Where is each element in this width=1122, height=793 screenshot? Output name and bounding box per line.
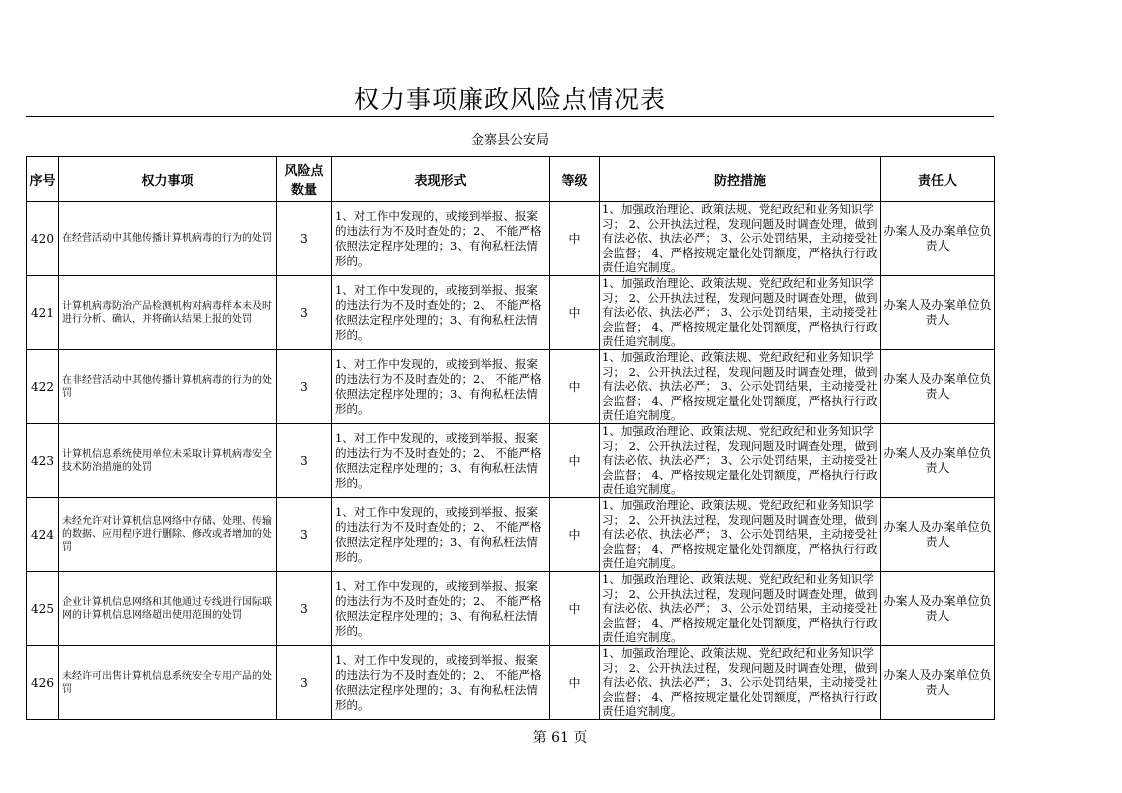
risk-level: 中 [550,350,600,424]
table-row [27,350,995,424]
responsible-person: 办案人及办案单位负责人 [881,572,995,646]
risk-count: 3 [277,646,332,720]
risk-count: 3 [277,350,332,424]
risk-level: 中 [550,572,600,646]
table-row [27,572,995,646]
row-number: 420 [27,202,59,276]
responsible-person: 办案人及办案单位负责人 [881,202,995,276]
page-number: 第 61 页 [532,730,588,746]
risk-level: 中 [550,498,600,572]
power-item: 在经营活动中其他传播计算机病毒的行为的处罚 [59,202,277,276]
table-row [27,498,995,572]
responsible-person: 办案人及办案单位负责人 [881,646,995,720]
manifestation: 1、对工作中发现的，或接到举报、报案的违法行为不及时查处的；2、 不能严格依照法定程序处理的；3、有徇私枉法情形的。 [332,424,550,498]
control-measures: 1、加强政治理论、政策法规、党纪政纪和业务知识学习； 2、公开执法过程，发现问题及时调查处理，做到有法必依、执法必严； 3、公示处罚结果，主动接受社会监督； 4、严格按规定量化处罚额度，严格执行行政责任追究制度。 [600,202,881,276]
page-title: 权力事项廉政风险点情况表 [353,85,666,114]
manifestation: 1、对工作中发现的，或接到举报、报案的违法行为不及时查处的；2、 不能严格依照法定程序处理的；3、有徇私枉法情形的。 [332,276,550,350]
control-measures: 1、加强政治理论、政策法规、党纪政纪和业务知识学习； 2、公开执法过程，发现问题及时调查处理，做到有法必依、执法必严； 3、公示处罚结果，主动接受社会监督； 4、严格按规定量化处罚额度，严格执行行政责任追究制度。 [600,498,881,572]
table-row [27,276,995,350]
table-row [27,646,995,720]
header-count: 风险点数量 [277,157,332,202]
header-measures: 防控措施 [600,157,881,202]
row-number: 423 [27,424,59,498]
responsible-person: 办案人及办案单位负责人 [881,350,995,424]
row-number: 424 [27,498,59,572]
header-level: 等级 [550,157,600,202]
table-header-row [27,157,995,202]
manifestation: 1、对工作中发现的，或接到举报、报案的违法行为不及时查处的；2、 不能严格依照法定程序处理的；3、有徇私枉法情形的。 [332,202,550,276]
control-measures: 1、加强政治理论、政策法规、党纪政纪和业务知识学习； 2、公开执法过程，发现问题及时调查处理，做到有法必依、执法必严； 3、公示处罚结果，主动接受社会监督； 4、严格按规定量化处罚额度，严格执行行政责任追究制度。 [600,276,881,350]
header-no: 序号 [27,157,59,202]
row-number: 426 [27,646,59,720]
manifestation: 1、对工作中发现的，或接到举报、报案的违法行为不及时查处的；2、 不能严格依照法定程序处理的；3、有徇私枉法情形的。 [332,350,550,424]
manifestation: 1、对工作中发现的，或接到举报、报案的违法行为不及时查处的；2、 不能严格依照法定程序处理的；3、有徇私枉法情形的。 [332,498,550,572]
manifestation: 1、对工作中发现的，或接到举报、报案的违法行为不及时查处的；2、 不能严格依照法定程序处理的；3、有徇私枉法情形的。 [332,572,550,646]
risk-count: 3 [277,276,332,350]
power-item: 计算机信息系统使用单位未采取计算机病毒安全技术防治措施的处罚 [59,424,277,498]
power-item: 在非经营活动中其他传播计算机病毒的行为的处罚 [59,350,277,424]
power-item: 企业计算机信息网络和其他通过专线进行国际联网的计算机信息网络超出使用范围的处罚 [59,572,277,646]
power-item: 未经允许对计算机信息网络中存储、处理、传输的数据、应用程序进行删除、修改或者增加的处罚 [59,498,277,572]
title-divider [26,116,994,117]
header-person: 责任人 [881,157,995,202]
responsible-person: 办案人及办案单位负责人 [881,498,995,572]
risk-count: 3 [277,202,332,276]
row-number: 422 [27,350,59,424]
control-measures: 1、加强政治理论、政策法规、党纪政纪和业务知识学习； 2、公开执法过程，发现问题及时调查处理，做到有法必依、执法必严； 3、公示处罚结果，主动接受社会监督； 4、严格按规定量化处罚额度，严格执行行政责任追究制度。 [600,350,881,424]
table-row [27,424,995,498]
control-measures: 1、加强政治理论、政策法规、党纪政纪和业务知识学习； 2、公开执法过程，发现问题及时调查处理，做到有法必依、执法必严； 3、公示处罚结果，主动接受社会监督； 4、严格按规定量化处罚额度，严格执行行政责任追究制度。 [600,424,881,498]
risk-level: 中 [550,202,600,276]
risk-count: 3 [277,572,332,646]
risk-level: 中 [550,424,600,498]
risk-level: 中 [550,276,600,350]
risk-table [26,156,995,720]
manifestation: 1、对工作中发现的，或接到举报、报案的违法行为不及时查处的；2、 不能严格依照法定程序处理的；3、有徇私枉法情形的。 [332,646,550,720]
risk-count: 3 [277,424,332,498]
control-measures: 1、加强政治理论、政策法规、党纪政纪和业务知识学习； 2、公开执法过程，发现问题及时调查处理，做到有法必依、执法必严； 3、公示处罚结果，主动接受社会监督； 4、严格按规定量化处罚额度，严格执行行政责任追究制度。 [600,646,881,720]
table-row [27,202,995,276]
control-measures: 1、加强政治理论、政策法规、党纪政纪和业务知识学习； 2、公开执法过程，发现问题及时调查处理，做到有法必依、执法必严； 3、公示处罚结果，主动接受社会监督； 4、严格按规定量化处罚额度，严格执行行政责任追究制度。 [600,572,881,646]
responsible-person: 办案人及办案单位负责人 [881,424,995,498]
row-number: 421 [27,276,59,350]
responsible-person: 办案人及办案单位负责人 [881,276,995,350]
power-item: 未经许可出售计算机信息系统安全专用产品的处罚 [59,646,277,720]
row-number: 425 [27,572,59,646]
header-form: 表现形式 [332,157,550,202]
header-item: 权力事项 [59,157,277,202]
power-item: 计算机病毒防治产品检测机构对病毒样本未及时进行分析、确认，并将确认结果上报的处罚 [59,276,277,350]
organization-name: 金寨县公安局 [470,133,549,148]
risk-count: 3 [277,498,332,572]
risk-level: 中 [550,646,600,720]
